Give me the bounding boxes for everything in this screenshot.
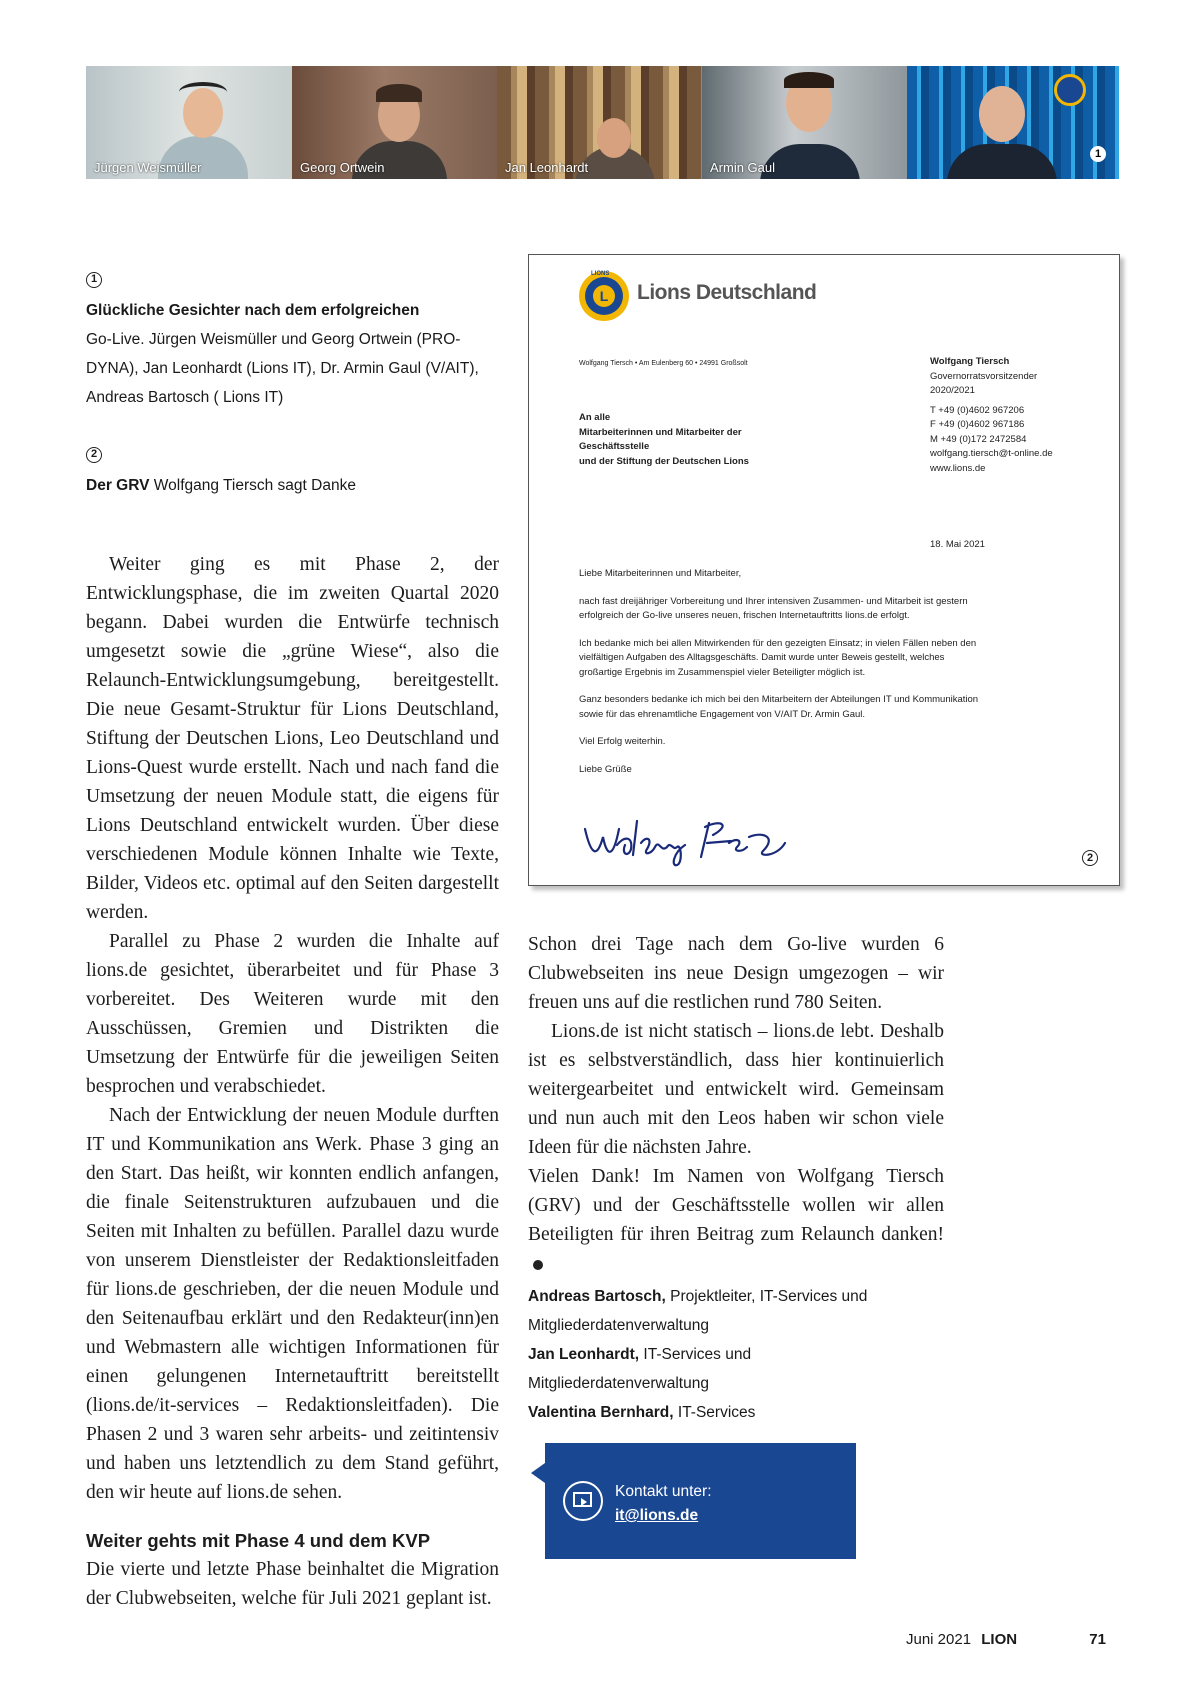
- video-tile-name: Jan Leonhardt: [505, 160, 589, 175]
- sender-fax: F +49 (0)4602 967186: [930, 419, 1025, 430]
- body-paragraph: Lions.de ist nicht statisch – lions.de lebt. Deshalb ist es selbstverständlich, dass hier kontinuierlich weitergearbeitet und entwickelt wird. Gemeinsam und nun auch mit den Leos haben wir schon viele Ideen für die nächsten Jahre.: [528, 1021, 944, 1158]
- video-tile-2: [292, 66, 497, 179]
- letter-paragraph: Ich bedanke mich bei allen Mitwirkenden für den gezeigten Einsatz; in vielen Fällen neben den vielfältigen Aufgaben des Alltagsgeschäfts. Damit wurde unter Beweis gestellt, welches großartige Ergebnis im Zusammenspiel vieler Beteiligter möglich ist.: [579, 637, 977, 678]
- caption-1-bold: Glückliche Gesichter nach dem erfolgreichen: [86, 302, 420, 319]
- left-column: [86, 550, 499, 1613]
- sender-name: Wolfgang Tiersch: [930, 356, 1010, 367]
- recipient-block: [579, 411, 839, 469]
- page-footer: [906, 1631, 1106, 1648]
- authors-block: [528, 1282, 908, 1427]
- video-tile-name: Jürgen Weismüller: [94, 160, 202, 175]
- video-tile-3: [497, 66, 702, 179]
- lions-logo-icon: [577, 269, 631, 323]
- body-paragraph: Schon drei Tage nach dem Go-live wurden 6 Clubwebseiten ins neue Design umgezogen – wir freuen uns auf die restlichen rund 780 Seiten.: [528, 934, 944, 1013]
- letter-paragraph: Viel Erfolg weiterhin.: [579, 736, 666, 747]
- contact-email-link[interactable]: it@lions.de: [615, 1507, 699, 1524]
- photo-badge-1: 1: [1090, 146, 1106, 162]
- caption-1-text: Go-Live. Jürgen Weismüller und Georg Ortwein (PRO-DYNA), Jan Leonhardt (Lions IT), Dr. Armin Gaul (V/AIT), Andreas Bartosch ( Lions IT): [86, 331, 479, 406]
- footer-page-number: 71: [1089, 1631, 1106, 1648]
- svg-text:L: L: [599, 288, 609, 304]
- caption-number-2: 2: [86, 447, 102, 463]
- caption-1: [86, 263, 506, 412]
- end-mark-icon: [533, 1260, 543, 1270]
- letter-salutation: Liebe Mitarbeiterinnen und Mitarbeiter,: [579, 568, 742, 579]
- body-paragraph: Nach der Entwicklung der neuen Module durften IT und Kommunikation ans Werk. Phase 3 ging an den Start. Das heißt, wir konnten endlich anfangen, die finale Seitenstrukturen aufzubauen und die Seiten mit Inhalten zu befüllen. Parallel dazu wurde von unserem Dienstleister der Redaktionsleitfaden für lions.de geschrieben, der die neuen Module und den Seitenaufbau erklärt und den Redakteur(inn)en und Webmastern alle wichtigen Informationen für einen gelungenen Internetauftritt bereitstellt (lions.de/it-services – Redaktionsleitfaden). Die Phasen 2 und 3 waren sehr arbeits- und zeitintensiv und haben uns letztendlich zu dem Stand geführt, den wir heute auf lions.de sehen.: [86, 1105, 499, 1503]
- sender-web: www.lions.de: [930, 462, 986, 474]
- right-column: [528, 930, 944, 1278]
- author-role: IT-Services und Mitgliederdatenverwaltung: [528, 1346, 752, 1392]
- video-tile-name: Georg Ortwein: [300, 160, 385, 175]
- sender-phone: T +49 (0)4602 967206: [930, 404, 1025, 416]
- footer-issue: Juni 2021: [906, 1631, 972, 1648]
- author-entry: [528, 1282, 908, 1340]
- letter-closing: Liebe Grüße: [579, 763, 632, 775]
- body-paragraph: Vielen Dank! Im Namen von Wolfgang Tiersch (GRV) und der Geschäftsstelle wollen wir allen Beteiligten für ihren Beitrag zum Relaunch danken!: [528, 1166, 944, 1245]
- web-contact-icon: [563, 1481, 603, 1521]
- recipient-line: An alle: [579, 412, 611, 423]
- body-paragraph: Die vierte und letzte Phase beinhaltet die Migration der Clubwebseiten, welche für Juli 2021 geplant ist.: [86, 1559, 499, 1609]
- video-tile-1: [86, 66, 292, 179]
- author-role: IT-Services: [673, 1404, 756, 1421]
- letter-body: [579, 567, 979, 790]
- sender-title: Governorratsvorsitzender: [930, 370, 1038, 382]
- signature-image: [581, 807, 811, 874]
- recipient-line: Mitarbeiterinnen und Mitarbeiter der: [579, 426, 742, 438]
- sender-block: [930, 355, 1110, 476]
- video-tile-4: [702, 66, 907, 179]
- sender-email: wolfgang.tiersch@t-online.de: [930, 448, 1053, 459]
- letter-brand: Lions Deutschland: [637, 281, 817, 304]
- body-paragraph: Weiter ging es mit Phase 2, der Entwicklungsphase, die im zweiten Quartal 2020 begann. Dabei wurden die Entwürfe technisch umgesetzt sowie die „grüne Wiese“, also die Relaunch-Entwicklungsumgebung, bereitgestellt. Die neue Gesamt-Struktur für Lions Deutschland, Stiftung der Deutschen Lions, Leo Deutschland und Lions-Quest wurde erstellt. Nach und nach fand die Umsetzung der neuen Module statt, die eigens für Lions Deutschland entwickelt wurden. Über diese verschiedenen Module können Inhalte wie Texte, Bilder, Videos etc. optimal auf den Seiten dargestellt werden.: [86, 554, 499, 923]
- letter-image: [528, 254, 1120, 886]
- recipient-line: und der Stiftung der Deutschen Lions: [579, 455, 749, 467]
- logo-text: LIONS: [591, 271, 610, 277]
- letter-date: 18. Mai 2021: [930, 539, 985, 550]
- author-name: Valentina Bernhard,: [528, 1404, 674, 1421]
- author-name: Jan Leonhardt,: [528, 1346, 640, 1363]
- sender-mobile: M +49 (0)172 2472584: [930, 433, 1027, 445]
- caption-2: [86, 438, 506, 500]
- caption-2-bold: Der GRV: [86, 477, 150, 494]
- video-call-photo-strip: [86, 66, 1119, 179]
- author-role: Projektleiter, IT-Services und Mitgliederdatenverwaltung: [528, 1288, 868, 1334]
- section-heading: Weiter gehts mit Phase 4 und dem KVP: [86, 1530, 431, 1551]
- author-name: Andreas Bartosch,: [528, 1288, 666, 1305]
- recipient-line: Geschäftsstelle: [579, 441, 650, 452]
- video-tile-5: [907, 66, 1119, 179]
- letter-paragraph: nach fast dreijähriger Vorbereitung und Ihrer intensiven Zusammen- und Mitarbeit ist gestern erfolgreich der Go-live unseres neuen, frischen Internetauftritts lions.de erfolgt.: [579, 595, 968, 621]
- body-paragraph: Parallel zu Phase 2 wurden die Inhalte auf lions.de gesichtet, überarbeitet und für Phase 3 vorbereitet. Des Weiteren wurde mit den Ausschüssen, Gremien und Distrikten die Umsetzung der Entwürfe für die jeweiligen Seiten besprochen und verabschiedet.: [86, 931, 499, 1097]
- contact-label: Kontakt unter:: [615, 1483, 712, 1500]
- footer-magazine: LION: [981, 1631, 1018, 1648]
- sender-term: 2020/2021: [930, 385, 975, 396]
- author-entry: [528, 1398, 908, 1427]
- caption-2-text: Wolfgang Tiersch sagt Danke: [149, 477, 356, 494]
- author-entry: [528, 1340, 908, 1398]
- contact-box: [545, 1443, 856, 1559]
- video-tile-name: Armin Gaul: [710, 160, 776, 175]
- letter-paragraph: Ganz besonders bedanke ich mich bei den Mitarbeitern der Abteilungen IT und Kommunikation sowie für das ehrenamtliche Engagement von V/AIT Dr. Armin Gaul.: [579, 694, 979, 720]
- sender-line: Wolfgang Tiersch • Am Eulenberg 60 • 24991 Großsolt: [579, 360, 748, 367]
- letter-badge-2: 2: [1082, 850, 1098, 866]
- caption-number-1: 1: [86, 272, 102, 288]
- lions-logo-icon: [1054, 74, 1086, 106]
